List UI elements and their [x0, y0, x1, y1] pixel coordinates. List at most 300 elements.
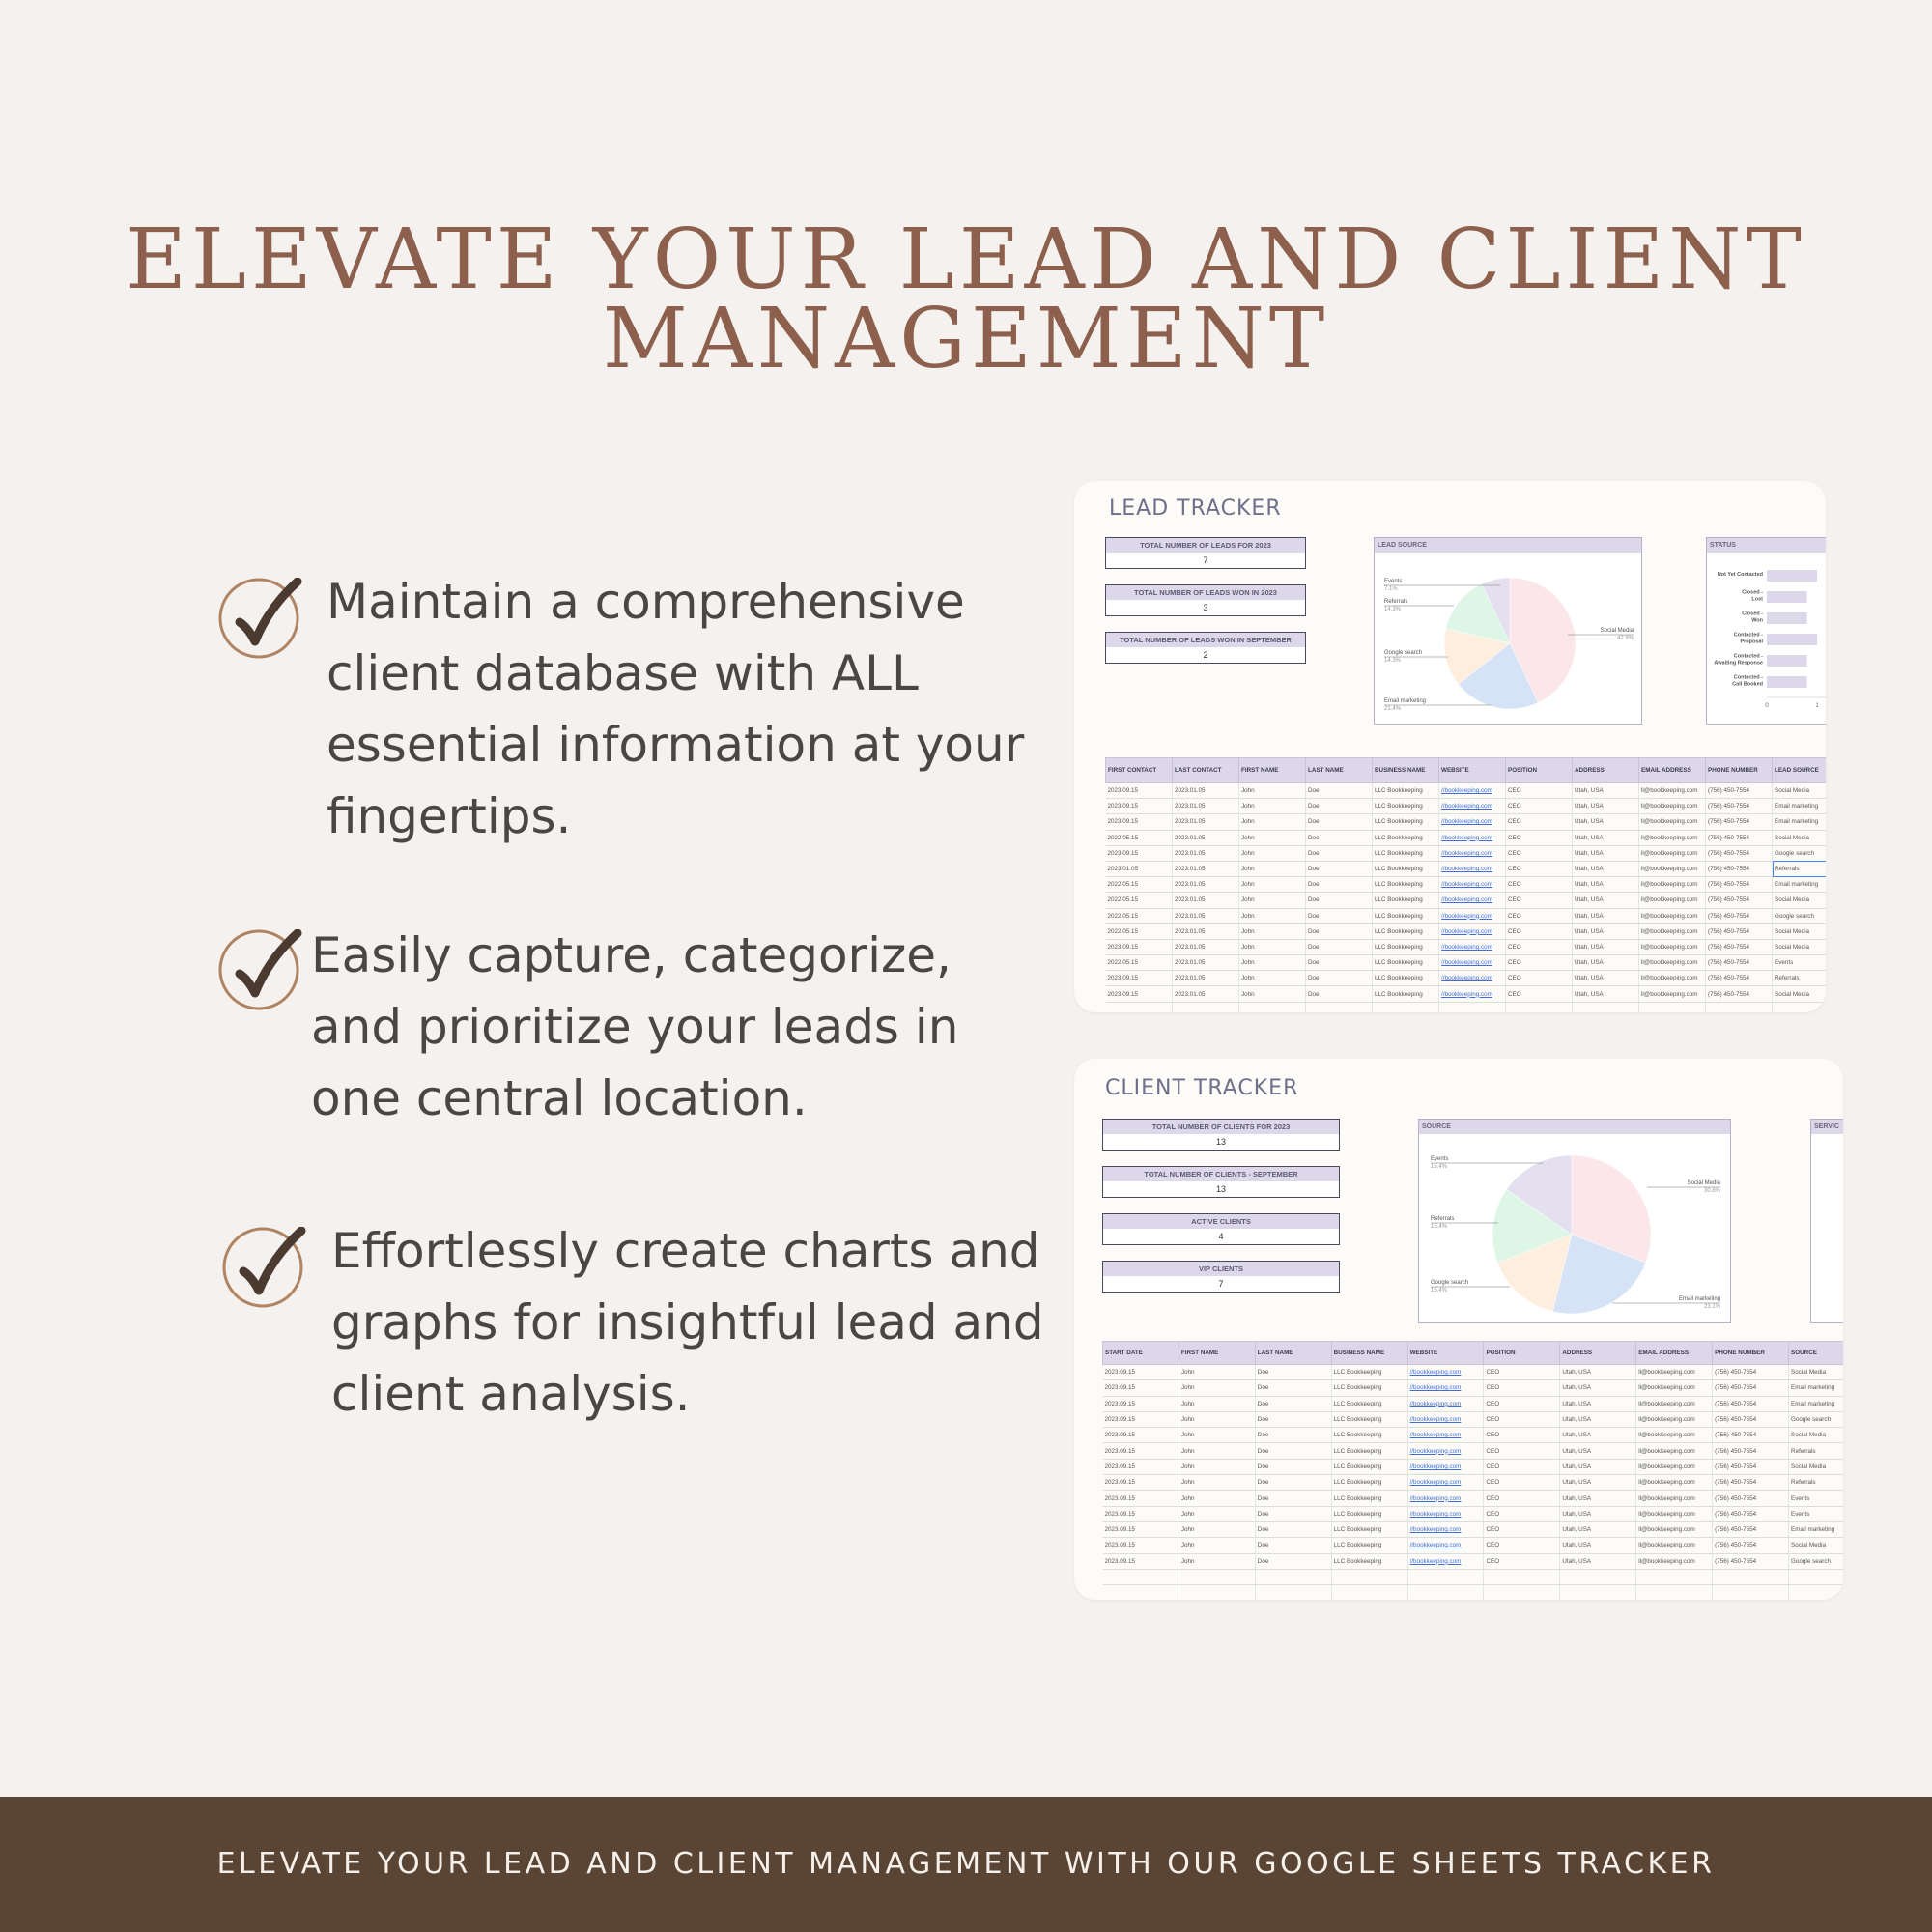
empty-cell[interactable]: [1407, 1585, 1484, 1600]
table-cell[interactable]: (756) 450-7554: [1706, 971, 1773, 986]
table-cell[interactable]: CEO: [1506, 908, 1573, 923]
table-cell[interactable]: CEO: [1484, 1365, 1560, 1380]
table-cell[interactable]: John: [1239, 908, 1306, 923]
table-cell[interactable]: //bookkeeping.com: [1439, 955, 1506, 971]
table-cell[interactable]: ll@bookkeeping.com: [1639, 971, 1706, 986]
table-cell[interactable]: CEO: [1506, 799, 1573, 814]
empty-cell[interactable]: [1506, 1002, 1573, 1012]
table-cell[interactable]: (756) 450-7554: [1706, 908, 1773, 923]
table-cell[interactable]: LLC Bookkeeping: [1331, 1553, 1407, 1569]
table-cell[interactable]: LLC Bookkeeping: [1331, 1428, 1407, 1443]
table-cell[interactable]: John: [1179, 1475, 1255, 1491]
table-cell[interactable]: Social Media: [1789, 1365, 1843, 1380]
table-cell[interactable]: Utah, USA: [1560, 1411, 1636, 1427]
empty-row[interactable]: [1103, 1585, 1844, 1600]
table-cell[interactable]: Events: [1773, 955, 1827, 971]
table-cell[interactable]: LLC Bookkeeping: [1331, 1538, 1407, 1553]
table-cell[interactable]: //bookkeeping.com: [1439, 799, 1506, 814]
table-cell[interactable]: John: [1179, 1411, 1255, 1427]
table-cell[interactable]: Utah, USA: [1573, 908, 1639, 923]
table-cell[interactable]: ll@bookkeeping.com: [1636, 1380, 1713, 1396]
table-cell[interactable]: LLC Bookkeeping: [1373, 955, 1439, 971]
table-cell[interactable]: Utah, USA: [1573, 861, 1639, 876]
table-cell[interactable]: 2022.05.15: [1106, 877, 1173, 893]
table-cell[interactable]: Utah, USA: [1560, 1506, 1636, 1521]
empty-cell[interactable]: [1239, 1002, 1306, 1012]
table-cell[interactable]: ll@bookkeeping.com: [1636, 1411, 1713, 1427]
table-cell[interactable]: (756) 450-7554: [1713, 1380, 1789, 1396]
table-cell[interactable]: John: [1179, 1506, 1255, 1521]
table-cell[interactable]: //bookkeeping.com: [1407, 1365, 1484, 1380]
table-cell[interactable]: ll@bookkeeping.com: [1636, 1428, 1713, 1443]
table-cell[interactable]: Utah, USA: [1573, 830, 1639, 845]
table-cell[interactable]: 2022.05.15: [1106, 908, 1173, 923]
table-cell[interactable]: Utah, USA: [1560, 1475, 1636, 1491]
table-cell[interactable]: Doe: [1306, 955, 1373, 971]
table-cell[interactable]: Email marketing: [1789, 1396, 1843, 1411]
table-cell[interactable]: CEO: [1484, 1459, 1560, 1474]
table-cell[interactable]: John: [1239, 955, 1306, 971]
table-cell[interactable]: ll@bookkeeping.com: [1639, 814, 1706, 830]
table-cell[interactable]: Doe: [1255, 1380, 1331, 1396]
table-row[interactable]: [1106, 923, 1827, 939]
table-cell[interactable]: John: [1179, 1443, 1255, 1459]
table-cell[interactable]: Doe: [1255, 1459, 1331, 1474]
empty-cell[interactable]: [1439, 1002, 1506, 1012]
table-cell[interactable]: CEO: [1484, 1538, 1560, 1553]
table-cell[interactable]: (756) 450-7554: [1706, 814, 1773, 830]
table-cell[interactable]: 2023.09.15: [1106, 986, 1173, 1002]
table-row[interactable]: [1106, 799, 1827, 814]
table-cell[interactable]: //bookkeeping.com: [1439, 783, 1506, 799]
table-cell[interactable]: (756) 450-7554: [1706, 799, 1773, 814]
table-cell[interactable]: (756) 450-7554: [1713, 1459, 1789, 1474]
table-cell[interactable]: CEO: [1484, 1475, 1560, 1491]
table-cell[interactable]: ll@bookkeeping.com: [1636, 1538, 1713, 1553]
table-cell[interactable]: Doe: [1255, 1475, 1331, 1491]
table-cell[interactable]: Doe: [1306, 845, 1373, 861]
table-cell[interactable]: John: [1239, 830, 1306, 845]
table-cell[interactable]: ll@bookkeeping.com: [1639, 923, 1706, 939]
table-cell[interactable]: CEO: [1506, 971, 1573, 986]
table-cell[interactable]: LLC Bookkeeping: [1331, 1443, 1407, 1459]
table-cell[interactable]: //bookkeeping.com: [1439, 814, 1506, 830]
table-cell[interactable]: 2023.09.15: [1106, 939, 1173, 954]
table-cell[interactable]: John: [1239, 971, 1306, 986]
table-cell[interactable]: (756) 450-7554: [1706, 893, 1773, 908]
table-cell[interactable]: Social Media: [1773, 939, 1827, 954]
empty-cell[interactable]: [1773, 1002, 1827, 1012]
empty-cell[interactable]: [1255, 1585, 1331, 1600]
table-cell[interactable]: //bookkeeping.com: [1407, 1380, 1484, 1396]
table-cell[interactable]: Social Media: [1789, 1428, 1843, 1443]
table-cell[interactable]: Email marketing: [1773, 877, 1827, 893]
table-cell[interactable]: LLC Bookkeeping: [1373, 799, 1439, 814]
table-cell[interactable]: ll@bookkeeping.com: [1636, 1459, 1713, 1474]
empty-row[interactable]: [1103, 1569, 1844, 1584]
table-cell[interactable]: Social Media: [1789, 1459, 1843, 1474]
table-cell[interactable]: Doe: [1255, 1491, 1331, 1506]
table-cell[interactable]: CEO: [1506, 893, 1573, 908]
table-cell[interactable]: (756) 450-7554: [1706, 783, 1773, 799]
table-cell[interactable]: Email marketing: [1773, 799, 1827, 814]
table-row[interactable]: [1106, 814, 1827, 830]
table-row[interactable]: [1106, 783, 1827, 799]
table-cell[interactable]: 2023.01.05: [1173, 877, 1239, 893]
table-row[interactable]: [1106, 908, 1827, 923]
table-cell[interactable]: CEO: [1484, 1428, 1560, 1443]
table-cell[interactable]: Doe: [1306, 830, 1373, 845]
table-cell[interactable]: Email marketing: [1789, 1380, 1843, 1396]
table-cell[interactable]: //bookkeeping.com: [1407, 1506, 1484, 1521]
table-cell[interactable]: Google search: [1773, 845, 1827, 861]
table-cell[interactable]: 2023.09.15: [1103, 1491, 1179, 1506]
empty-cell[interactable]: [1255, 1569, 1331, 1584]
table-cell[interactable]: 2023.09.15: [1103, 1428, 1179, 1443]
table-cell[interactable]: CEO: [1506, 939, 1573, 954]
table-cell[interactable]: //bookkeeping.com: [1407, 1459, 1484, 1474]
table-cell[interactable]: LLC Bookkeeping: [1373, 814, 1439, 830]
empty-cell[interactable]: [1407, 1569, 1484, 1584]
empty-cell[interactable]: [1484, 1585, 1560, 1600]
table-cell[interactable]: 2023.01.05: [1173, 986, 1239, 1002]
table-cell[interactable]: 2022.05.15: [1106, 923, 1173, 939]
table-cell[interactable]: LLC Bookkeeping: [1373, 861, 1439, 876]
table-cell[interactable]: Social Media: [1773, 923, 1827, 939]
table-row[interactable]: [1103, 1538, 1844, 1553]
table-cell[interactable]: 2023.01.05: [1173, 908, 1239, 923]
table-cell[interactable]: (756) 450-7554: [1706, 830, 1773, 845]
table-row[interactable]: [1103, 1459, 1844, 1474]
table-cell[interactable]: 2023.01.05: [1173, 971, 1239, 986]
table-cell[interactable]: LLC Bookkeeping: [1331, 1396, 1407, 1411]
table-cell[interactable]: 2023.01.05: [1173, 783, 1239, 799]
table-cell[interactable]: LLC Bookkeeping: [1373, 893, 1439, 908]
table-cell[interactable]: John: [1179, 1538, 1255, 1553]
table-cell[interactable]: Social Media: [1773, 830, 1827, 845]
table-cell[interactable]: 2023.09.15: [1103, 1538, 1179, 1553]
table-cell[interactable]: Doe: [1306, 986, 1373, 1002]
table-cell[interactable]: Utah, USA: [1573, 893, 1639, 908]
table-cell[interactable]: //bookkeeping.com: [1439, 830, 1506, 845]
table-cell[interactable]: John: [1239, 814, 1306, 830]
table-cell[interactable]: Utah, USA: [1560, 1459, 1636, 1474]
table-cell[interactable]: Utah, USA: [1573, 939, 1639, 954]
table-cell[interactable]: //bookkeeping.com: [1439, 893, 1506, 908]
table-cell[interactable]: //bookkeeping.com: [1439, 877, 1506, 893]
table-cell[interactable]: John: [1239, 783, 1306, 799]
table-cell[interactable]: //bookkeeping.com: [1407, 1411, 1484, 1427]
table-cell[interactable]: Doe: [1255, 1443, 1331, 1459]
table-cell[interactable]: Referrals: [1773, 971, 1827, 986]
table-row[interactable]: [1103, 1443, 1844, 1459]
table-cell[interactable]: ll@bookkeeping.com: [1639, 908, 1706, 923]
table-cell[interactable]: Doe: [1255, 1506, 1331, 1521]
table-cell[interactable]: 2023.09.15: [1103, 1475, 1179, 1491]
table-cell[interactable]: 2023.09.15: [1106, 814, 1173, 830]
table-cell[interactable]: (756) 450-7554: [1706, 877, 1773, 893]
table-cell[interactable]: Utah, USA: [1560, 1491, 1636, 1506]
table-cell[interactable]: ll@bookkeeping.com: [1636, 1521, 1713, 1537]
table-cell[interactable]: Utah, USA: [1573, 955, 1639, 971]
table-cell[interactable]: Utah, USA: [1560, 1380, 1636, 1396]
table-row[interactable]: [1106, 939, 1827, 954]
table-cell[interactable]: //bookkeeping.com: [1439, 845, 1506, 861]
table-cell[interactable]: Utah, USA: [1573, 877, 1639, 893]
table-cell[interactable]: Utah, USA: [1560, 1538, 1636, 1553]
table-cell[interactable]: Doe: [1255, 1428, 1331, 1443]
table-cell[interactable]: Google search: [1773, 908, 1827, 923]
table-cell[interactable]: John: [1239, 845, 1306, 861]
table-cell[interactable]: CEO: [1506, 986, 1573, 1002]
table-cell[interactable]: ll@bookkeeping.com: [1639, 955, 1706, 971]
table-cell[interactable]: John: [1179, 1365, 1255, 1380]
table-cell[interactable]: John: [1239, 939, 1306, 954]
empty-cell[interactable]: [1560, 1585, 1636, 1600]
table-cell[interactable]: Events: [1789, 1506, 1843, 1521]
empty-cell[interactable]: [1573, 1002, 1639, 1012]
table-cell[interactable]: ll@bookkeeping.com: [1639, 877, 1706, 893]
table-cell[interactable]: Doe: [1255, 1365, 1331, 1380]
table-cell[interactable]: John: [1179, 1396, 1255, 1411]
table-cell[interactable]: (756) 450-7554: [1706, 861, 1773, 876]
table-cell[interactable]: (756) 450-7554: [1713, 1506, 1789, 1521]
table-cell[interactable]: ll@bookkeeping.com: [1636, 1396, 1713, 1411]
table-cell[interactable]: Utah, USA: [1560, 1428, 1636, 1443]
table-cell[interactable]: John: [1239, 877, 1306, 893]
table-cell[interactable]: ll@bookkeeping.com: [1636, 1475, 1713, 1491]
table-cell[interactable]: Doe: [1306, 893, 1373, 908]
table-cell[interactable]: CEO: [1484, 1443, 1560, 1459]
table-cell[interactable]: //bookkeeping.com: [1439, 939, 1506, 954]
table-cell[interactable]: CEO: [1484, 1396, 1560, 1411]
empty-cell[interactable]: [1713, 1585, 1789, 1600]
table-cell[interactable]: Referrals: [1789, 1443, 1843, 1459]
table-cell[interactable]: (756) 450-7554: [1713, 1491, 1789, 1506]
table-row[interactable]: [1103, 1411, 1844, 1427]
table-cell[interactable]: (756) 450-7554: [1706, 923, 1773, 939]
table-cell[interactable]: (756) 450-7554: [1713, 1553, 1789, 1569]
table-cell[interactable]: LLC Bookkeeping: [1331, 1365, 1407, 1380]
table-cell[interactable]: Email marketing: [1789, 1521, 1843, 1537]
table-cell[interactable]: CEO: [1484, 1411, 1560, 1427]
table-cell[interactable]: John: [1179, 1380, 1255, 1396]
table-cell[interactable]: 2023.09.15: [1103, 1521, 1179, 1537]
table-cell[interactable]: Doe: [1306, 861, 1373, 876]
empty-cell[interactable]: [1103, 1585, 1179, 1600]
empty-cell[interactable]: [1173, 1002, 1239, 1012]
table-cell[interactable]: Doe: [1306, 908, 1373, 923]
table-cell[interactable]: LLC Bookkeeping: [1373, 923, 1439, 939]
table-row[interactable]: [1103, 1553, 1844, 1569]
table-cell[interactable]: 2022.05.15: [1106, 830, 1173, 845]
table-cell[interactable]: //bookkeeping.com: [1439, 986, 1506, 1002]
table-cell[interactable]: //bookkeeping.com: [1407, 1428, 1484, 1443]
table-cell[interactable]: (756) 450-7554: [1713, 1411, 1789, 1427]
table-cell[interactable]: 2023.01.05: [1173, 799, 1239, 814]
table-cell[interactable]: LLC Bookkeeping: [1373, 908, 1439, 923]
table-cell[interactable]: //bookkeeping.com: [1439, 971, 1506, 986]
empty-cell[interactable]: [1103, 1569, 1179, 1584]
table-cell[interactable]: Utah, USA: [1573, 923, 1639, 939]
table-cell[interactable]: Doe: [1255, 1396, 1331, 1411]
table-cell[interactable]: //bookkeeping.com: [1407, 1443, 1484, 1459]
table-cell[interactable]: LLC Bookkeeping: [1373, 971, 1439, 986]
table-cell[interactable]: 2023.09.15: [1103, 1411, 1179, 1427]
table-cell[interactable]: John: [1179, 1428, 1255, 1443]
table-cell[interactable]: LLC Bookkeeping: [1373, 939, 1439, 954]
table-cell[interactable]: LLC Bookkeeping: [1331, 1380, 1407, 1396]
table-cell[interactable]: 2023.01.05: [1173, 830, 1239, 845]
table-cell[interactable]: //bookkeeping.com: [1407, 1491, 1484, 1506]
table-cell[interactable]: //bookkeeping.com: [1407, 1521, 1484, 1537]
table-row[interactable]: [1106, 893, 1827, 908]
table-cell[interactable]: (756) 450-7554: [1713, 1396, 1789, 1411]
table-cell[interactable]: CEO: [1506, 845, 1573, 861]
table-row[interactable]: [1103, 1491, 1844, 1506]
table-cell[interactable]: Doe: [1255, 1538, 1331, 1553]
table-cell[interactable]: //bookkeeping.com: [1407, 1538, 1484, 1553]
table-cell[interactable]: Utah, USA: [1573, 845, 1639, 861]
empty-cell[interactable]: [1373, 1002, 1439, 1012]
table-cell[interactable]: 2023.01.05: [1173, 861, 1239, 876]
table-cell[interactable]: 2023.09.15: [1103, 1365, 1179, 1380]
table-cell[interactable]: //bookkeeping.com: [1439, 923, 1506, 939]
table-cell[interactable]: Utah, USA: [1560, 1396, 1636, 1411]
table-cell[interactable]: 2022.05.15: [1106, 893, 1173, 908]
table-cell[interactable]: John: [1239, 986, 1306, 1002]
table-row[interactable]: [1103, 1365, 1844, 1380]
table-cell[interactable]: Social Media: [1773, 783, 1827, 799]
table-cell[interactable]: 2023.01.05: [1173, 939, 1239, 954]
table-cell[interactable]: CEO: [1484, 1521, 1560, 1537]
table-row[interactable]: [1106, 986, 1827, 1002]
table-cell[interactable]: 2023.09.15: [1106, 845, 1173, 861]
table-cell[interactable]: (756) 450-7554: [1713, 1538, 1789, 1553]
table-cell[interactable]: Utah, USA: [1573, 971, 1639, 986]
table-cell[interactable]: 2023.09.15: [1103, 1553, 1179, 1569]
table-cell[interactable]: 2023.09.15: [1106, 799, 1173, 814]
table-cell[interactable]: //bookkeeping.com: [1407, 1475, 1484, 1491]
table-cell[interactable]: //bookkeeping.com: [1407, 1396, 1484, 1411]
table-cell[interactable]: John: [1179, 1553, 1255, 1569]
table-cell[interactable]: 2023.01.05: [1106, 861, 1173, 876]
table-cell[interactable]: (756) 450-7554: [1713, 1428, 1789, 1443]
table-cell[interactable]: (756) 450-7554: [1713, 1475, 1789, 1491]
table-cell[interactable]: ll@bookkeeping.com: [1636, 1553, 1713, 1569]
table-cell[interactable]: Email marketing: [1773, 814, 1827, 830]
table-cell[interactable]: ll@bookkeeping.com: [1636, 1491, 1713, 1506]
empty-cell[interactable]: [1789, 1585, 1843, 1600]
table-cell[interactable]: Utah, USA: [1573, 986, 1639, 1002]
table-cell[interactable]: (756) 450-7554: [1713, 1365, 1789, 1380]
table-cell[interactable]: Doe: [1306, 799, 1373, 814]
table-cell[interactable]: CEO: [1484, 1553, 1560, 1569]
table-cell[interactable]: John: [1239, 861, 1306, 876]
table-cell[interactable]: Utah, USA: [1573, 799, 1639, 814]
table-cell[interactable]: ll@bookkeeping.com: [1639, 986, 1706, 1002]
table-row[interactable]: [1106, 971, 1827, 986]
table-cell[interactable]: 2023.09.15: [1106, 971, 1173, 986]
table-cell[interactable]: CEO: [1506, 923, 1573, 939]
table-cell[interactable]: Doe: [1306, 877, 1373, 893]
table-cell[interactable]: Referrals: [1789, 1475, 1843, 1491]
table-row[interactable]: [1103, 1521, 1844, 1537]
table-cell[interactable]: CEO: [1506, 830, 1573, 845]
table-cell[interactable]: //bookkeeping.com: [1407, 1553, 1484, 1569]
table-cell[interactable]: Utah, USA: [1560, 1365, 1636, 1380]
table-row[interactable]: [1103, 1475, 1844, 1491]
empty-cell[interactable]: [1106, 1002, 1173, 1012]
table-cell[interactable]: Doe: [1255, 1553, 1331, 1569]
table-cell[interactable]: LLC Bookkeeping: [1373, 986, 1439, 1002]
table-cell[interactable]: LLC Bookkeeping: [1331, 1411, 1407, 1427]
table-cell[interactable]: Social Media: [1773, 893, 1827, 908]
table-cell[interactable]: John: [1239, 893, 1306, 908]
empty-cell[interactable]: [1636, 1585, 1713, 1600]
table-cell[interactable]: John: [1179, 1459, 1255, 1474]
table-cell[interactable]: John: [1239, 923, 1306, 939]
table-cell[interactable]: (756) 450-7554: [1706, 939, 1773, 954]
table-cell[interactable]: 2023.01.05: [1173, 893, 1239, 908]
table-row[interactable]: [1103, 1396, 1844, 1411]
table-cell[interactable]: ll@bookkeeping.com: [1639, 845, 1706, 861]
table-cell[interactable]: Google search: [1789, 1411, 1843, 1427]
table-cell[interactable]: 2022.05.15: [1106, 955, 1173, 971]
table-cell[interactable]: John: [1179, 1521, 1255, 1537]
table-cell[interactable]: 2023.09.15: [1103, 1443, 1179, 1459]
table-cell[interactable]: LLC Bookkeeping: [1331, 1506, 1407, 1521]
table-cell[interactable]: ll@bookkeeping.com: [1639, 830, 1706, 845]
table-cell[interactable]: 2023.09.15: [1103, 1380, 1179, 1396]
table-cell[interactable]: LLC Bookkeeping: [1373, 877, 1439, 893]
table-cell[interactable]: ll@bookkeeping.com: [1636, 1365, 1713, 1380]
table-row[interactable]: [1106, 830, 1827, 845]
table-cell[interactable]: John: [1179, 1491, 1255, 1506]
table-cell[interactable]: ll@bookkeeping.com: [1639, 861, 1706, 876]
table-cell[interactable]: (756) 450-7554: [1713, 1443, 1789, 1459]
table-cell[interactable]: CEO: [1506, 814, 1573, 830]
empty-cell[interactable]: [1179, 1585, 1255, 1600]
table-cell[interactable]: Utah, USA: [1573, 814, 1639, 830]
table-cell[interactable]: ll@bookkeeping.com: [1639, 939, 1706, 954]
table-cell[interactable]: Doe: [1306, 939, 1373, 954]
table-cell[interactable]: ll@bookkeeping.com: [1639, 799, 1706, 814]
table-cell[interactable]: Doe: [1306, 783, 1373, 799]
table-row[interactable]: [1106, 877, 1827, 893]
table-cell[interactable]: Events: [1789, 1491, 1843, 1506]
table-cell[interactable]: LLC Bookkeeping: [1373, 845, 1439, 861]
table-cell[interactable]: //bookkeeping.com: [1439, 861, 1506, 876]
empty-cell[interactable]: [1331, 1569, 1407, 1584]
table-cell[interactable]: Doe: [1255, 1521, 1331, 1537]
empty-cell[interactable]: [1306, 1002, 1373, 1012]
table-cell[interactable]: ll@bookkeeping.com: [1636, 1443, 1713, 1459]
table-cell[interactable]: (756) 450-7554: [1706, 955, 1773, 971]
empty-cell[interactable]: [1706, 1002, 1773, 1012]
table-cell[interactable]: Social Media: [1789, 1538, 1843, 1553]
table-cell[interactable]: Doe: [1306, 971, 1373, 986]
table-cell[interactable]: Doe: [1306, 923, 1373, 939]
table-cell[interactable]: CEO: [1484, 1491, 1560, 1506]
table-cell[interactable]: (756) 450-7554: [1706, 845, 1773, 861]
table-row[interactable]: [1106, 861, 1827, 876]
table-cell[interactable]: Utah, USA: [1560, 1443, 1636, 1459]
table-cell[interactable]: 2023.01.05: [1173, 923, 1239, 939]
table-cell[interactable]: LLC Bookkeeping: [1373, 783, 1439, 799]
table-cell[interactable]: Social Media: [1773, 986, 1827, 1002]
empty-cell[interactable]: [1179, 1569, 1255, 1584]
